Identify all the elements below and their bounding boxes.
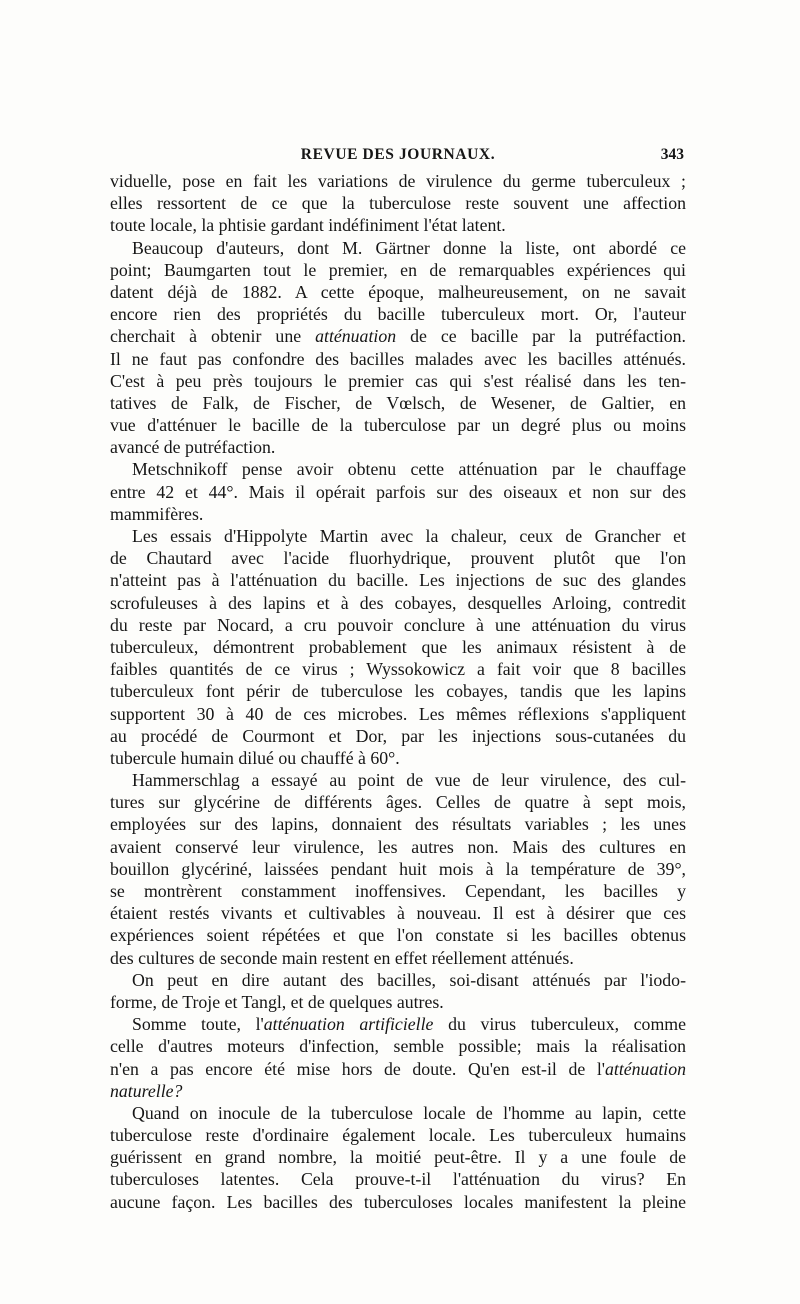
page-number: 343: [660, 146, 684, 163]
text-line: Hammerschlag a essayé au point de vue de leur virulence, des cul-: [132, 770, 686, 791]
text-line: elles ressortent de ce que la tuberculose reste souvent une affection: [110, 193, 686, 214]
text-line: On peut en dire autant des bacilles, soi-disant atténués par l'iodo-: [132, 969, 686, 990]
text-line: faibles quantités de ce virus ; Wyssokowicz a fait voir que 8 bacilles: [110, 659, 686, 680]
text-segment: Somme toute, l': [132, 1014, 264, 1035]
running-title: REVUE DES JOURNAUX.: [300, 146, 496, 163]
text-line: au procédé de Courmont et Dor, par les injections sous-cutanées du: [110, 725, 686, 746]
text-line: de Chautard avec l'acide fluorhydrique, prouvent plutôt que l'on: [110, 548, 686, 569]
text-line: forme, de Troje et Tangl, et de quelques autres.: [110, 991, 444, 1012]
text-line: avancé de putréfaction.: [110, 437, 276, 458]
text-line: des cultures de seconde main restent en effet réellement atténués.: [110, 947, 574, 968]
paragraph: [110, 170, 686, 237]
text-line: aucune façon. Les bacilles des tuberculoses locales manifestent la pleine: [110, 1191, 686, 1212]
text-line: [110, 1080, 686, 1102]
text-line: n'atteint pas à l'atténuation du bacille. Les injections de suc des glandes: [110, 570, 686, 591]
text-line: vue d'atténuer le bacille de la tuberculose par un degré plus ou moins: [110, 415, 686, 436]
text-line: C'est à peu près toujours le premier cas qui s'est réalisé dans les ten-: [110, 370, 686, 391]
text-line: toute locale, la phtisie gardant indéfiniment l'état latent.: [110, 215, 506, 236]
text-segment: n'en a pas encore été mise hors de doute. Qu'en est-il de l': [110, 1058, 605, 1079]
text-line: se montrèrent constamment inoffensives. Cependant, les bacilles y: [110, 881, 686, 901]
running-head: [112, 146, 684, 166]
text-line: Les essais d'Hippolyte Martin avec la chaleur, ceux de Grancher et: [132, 526, 686, 546]
italic-segment: atténuation: [605, 1058, 686, 1079]
text-line: supportent 30 à 40 de ces microbes. Les mêmes réflexions s'appliquent: [110, 703, 686, 724]
text-line: mammifères.: [110, 503, 204, 524]
text-line: employées sur des lapins, donnaient des résultats variables ; les unes: [110, 814, 686, 835]
paragraph: [110, 1013, 686, 1102]
text-line: tatives de Falk, de Fischer, de Vœlsch, de Wesener, de Galtier, en: [110, 392, 686, 413]
text-segment: cherchait à obtenir une: [110, 326, 316, 347]
text-line: étaient restés vivants et cultivables à nouveau. Il est à désirer que ces: [110, 903, 686, 924]
text-line: tuberculeux, démontrent probablement que les animaux résistent à de: [110, 636, 686, 657]
text-line: tuberculoses latentes. Cela prouve-t-il l'atténuation du virus? En: [110, 1169, 686, 1190]
paragraph: [110, 1102, 686, 1213]
text-line: guérissent en grand nombre, la moitié peut-être. Il y a une foule de: [110, 1147, 686, 1168]
text-line: point; Baumgarten tout le premier, en de remarquables expériences qui: [110, 259, 686, 280]
text-line: Metschnikoff pense avoir obtenu cette atténuation par le chauffage: [132, 459, 686, 480]
text-segment: du virus tuberculeux, comme: [433, 1014, 686, 1035]
italic-segment: naturelle?: [110, 1080, 183, 1101]
body-text: [110, 170, 686, 1213]
text-line: expériences soient répétées et que l'on constate si les bacilles obtenus: [110, 925, 686, 946]
italic-segment: atténuation: [315, 326, 397, 347]
text-line: Il ne faut pas confondre des bacilles malades avec les bacilles atténués.: [110, 348, 686, 369]
paragraph: [110, 525, 686, 769]
text-line: [110, 1013, 686, 1035]
text-line: [110, 325, 686, 347]
paragraph: [110, 237, 686, 459]
text-segment: de ce bacille par la putréfaction.: [396, 326, 686, 347]
paragraph: [110, 458, 686, 525]
paragraph: [110, 769, 686, 969]
text-line: Quand on inocule de la tuberculose locale de l'homme au lapin, cette: [132, 1102, 686, 1123]
text-line: encore rien des propriétés du bacille tuberculeux mort. Or, l'auteur: [110, 304, 686, 325]
text-line: tubercule humain dilué ou chauffé à 60°.: [110, 747, 400, 768]
text-line: tuberculose reste d'ordinaire également locale. Les tuberculeux humains: [110, 1125, 686, 1146]
text-line: bouillon glycériné, laissées pendant huit mois à la température de 39°,: [110, 858, 686, 879]
text-line: [110, 1058, 686, 1080]
text-line: Beaucoup d'auteurs, dont M. Gärtner donne la liste, ont abordé ce: [132, 237, 686, 258]
text-line: du reste par Nocard, a cru pouvoir conclure à une atténuation du virus: [110, 614, 686, 635]
text-line: avaient conservé leur virulence, les autres non. Mais des cultures en: [110, 836, 686, 857]
text-line: tures sur glycérine de différents âges. Celles de quatre à sept mois,: [110, 792, 686, 813]
text-line: entre 42 et 44°. Mais il opérait parfois sur des oiseaux et non sur des: [110, 481, 686, 502]
text-line: scrofuleuses à des lapins et à des cobayes, desquelles Arloing, contredit: [110, 592, 686, 613]
text-line: celle d'autres moteurs d'infection, semble possible; mais la réalisation: [110, 1036, 686, 1057]
text-line: tuberculeux font périr de tuberculose les cobayes, tandis que les lapins: [110, 681, 686, 702]
text-line: datent déjà de 1882. A cette époque, malheureusement, on ne savait: [110, 281, 686, 302]
text-line: viduelle, pose en fait les variations de virulence du germe tuberculeux ;: [110, 171, 686, 191]
italic-segment: atténuation artificielle: [263, 1014, 434, 1035]
paragraph: [110, 969, 686, 1013]
